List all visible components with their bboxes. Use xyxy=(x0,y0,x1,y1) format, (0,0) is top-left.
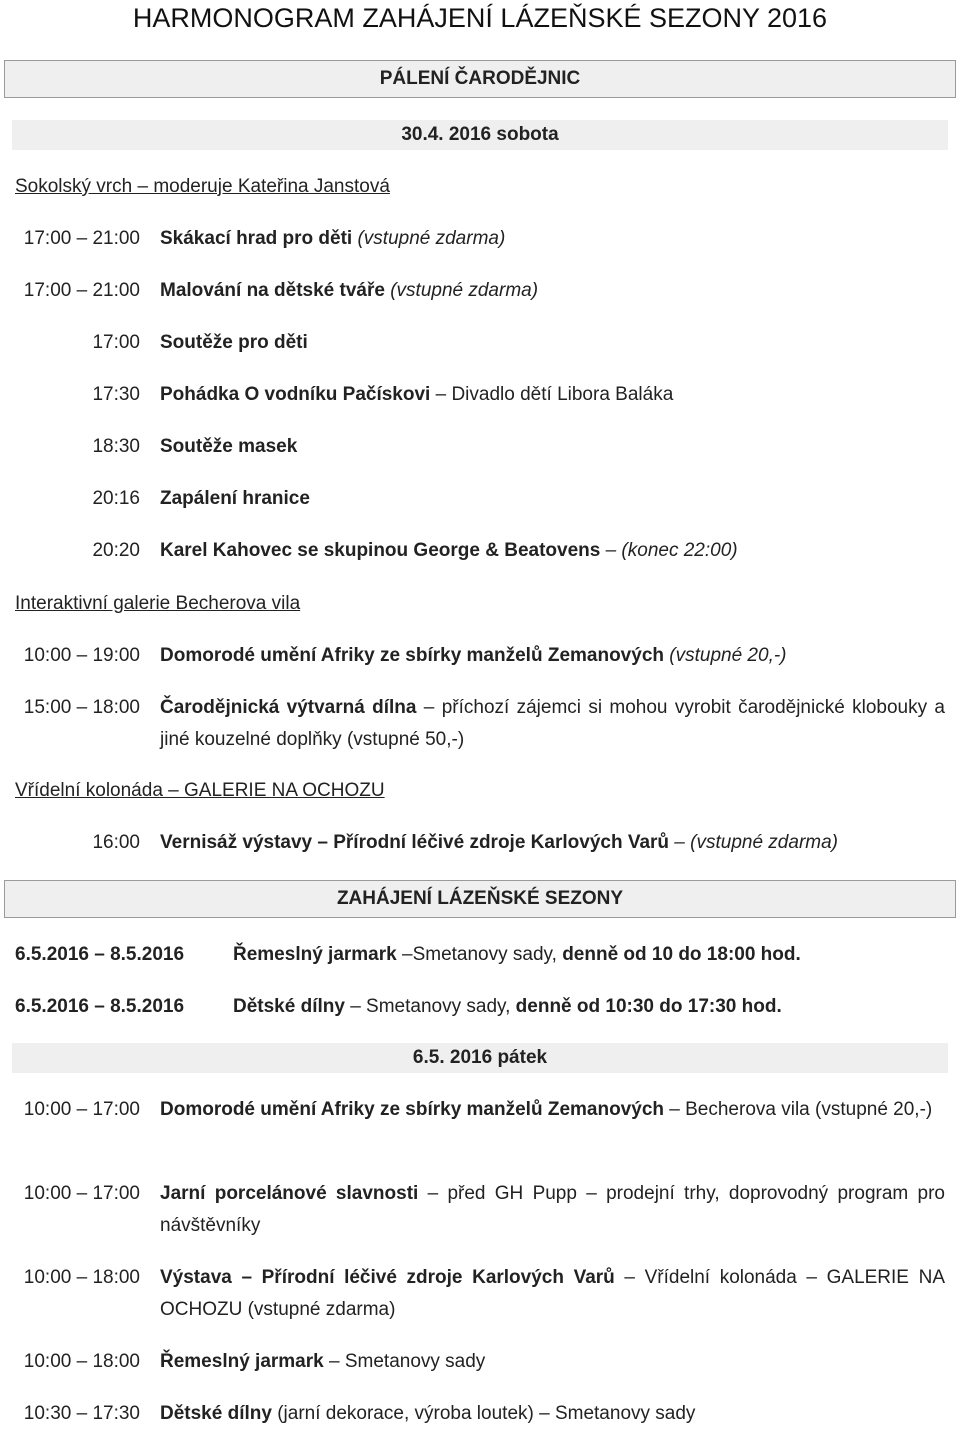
event-time: 17:30 xyxy=(92,384,140,405)
event-time: 17:00 xyxy=(92,332,140,353)
event-title: Dětské dílny xyxy=(160,1403,272,1424)
event-title: Domorodé umění Afriky ze sbírky manželů Zemanových xyxy=(160,1099,664,1120)
event-row xyxy=(15,827,945,887)
event-time: 10:30 – 17:30 xyxy=(23,1403,140,1424)
event-extra: – Divadlo dětí Libora Baláka xyxy=(430,384,674,405)
event-extra: (vstupné zdarma) xyxy=(384,280,539,301)
event-row xyxy=(15,223,945,283)
event-row xyxy=(15,327,945,387)
event-time: 10:00 – 17:00 xyxy=(23,1183,140,1204)
event-row xyxy=(15,535,945,595)
venue-sokolsky-vrch xyxy=(15,174,390,200)
event-extra: (jarní dekorace, výroba loutek) – Smetanovy sady xyxy=(271,1403,696,1424)
section-header-paleni: PÁLENÍ ČARODĚJNIC xyxy=(4,60,956,98)
event-title: Skákací hrad pro děti xyxy=(160,228,353,249)
event-extra: – Becherova vila (vstupné 20,-) xyxy=(664,1099,933,1120)
event-title: Řemeslný jarmark xyxy=(233,944,402,965)
event-time: 10:00 – 19:00 xyxy=(23,645,140,666)
event-extra: (vstupné zdarma) xyxy=(352,228,506,249)
event-time: 17:00 – 21:00 xyxy=(23,228,140,249)
event-row xyxy=(15,275,945,335)
event-extra: – Vřídelní kolonáda – GALERIE NA OCHOZU (vstupné zdarma) xyxy=(160,1267,945,1320)
event-time: 20:16 xyxy=(92,488,140,509)
event-row xyxy=(15,1398,945,1428)
page-title: HARMONOGRAM ZAHÁJENÍ LÁZEŇSKÉ SEZONY 2016 xyxy=(132,3,828,33)
venue-name: Sokolský vrch xyxy=(15,176,138,197)
event-dates: 6.5.2016 – 8.5.2016 xyxy=(15,996,185,1017)
event-time: 20:20 xyxy=(92,540,140,561)
event-row xyxy=(15,379,945,439)
venue-vridelni-kolonada: Vřídelní kolonáda – GALERIE NA OCHOZU xyxy=(15,780,385,801)
day-header-patek: 6.5. 2016 pátek xyxy=(12,1043,948,1073)
event-row xyxy=(15,1178,945,1244)
event-extra: (vstupné 20,-) xyxy=(664,645,787,666)
event-place: –Smetanovy sady, xyxy=(402,944,563,965)
event-time: 17:00 – 21:00 xyxy=(23,280,140,301)
event-title: Soutěže masek xyxy=(160,436,298,457)
event-extra: – před GH Pupp – prodejní trhy, doprovodný program pro návštěvníky xyxy=(160,1183,945,1236)
event-title: Dětské dílny xyxy=(233,996,345,1017)
event-time: 18:30 xyxy=(92,436,140,457)
event-row xyxy=(15,431,945,491)
event-title: Domorodé umění Afriky ze sbírky manželů Zemanových xyxy=(160,645,664,666)
event-row xyxy=(15,692,945,758)
event-extra: – příchozí zájemci si mohou vyrobit čarodějnické klobouky a jiné kouzelné doplňky (vstupné 50,-) xyxy=(160,697,945,750)
event-extra: – (konec 22:00) xyxy=(600,540,738,561)
event-title: Pohádka O vodníku Pačískovi xyxy=(160,384,431,405)
event-time: 10:00 – 18:00 xyxy=(23,1351,140,1372)
event-row xyxy=(15,1346,945,1406)
event-title: Soutěže pro děti xyxy=(160,332,308,353)
event-dates: 6.5.2016 – 8.5.2016 xyxy=(15,944,185,965)
event-title: Karel Kahovec se skupinou George & Beatovens xyxy=(160,540,601,561)
event-row xyxy=(15,1262,945,1328)
event-time: 16:00 xyxy=(92,832,140,853)
event-title: Jarní porcelánové slavnosti xyxy=(160,1183,419,1204)
day-header-sobota: 30.4. 2016 sobota xyxy=(12,120,948,150)
event-hours: denně od 10 do 18:00 hod. xyxy=(562,944,801,965)
event-time: 10:00 – 18:00 xyxy=(23,1267,140,1288)
venue-host: – moderuje Kateřina Janstová xyxy=(137,176,390,197)
event-row xyxy=(15,1094,945,1160)
event-hours: denně od 10:30 do 17:30 hod. xyxy=(515,996,782,1017)
event-time: 15:00 – 18:00 xyxy=(23,697,140,718)
event-title: Řemeslný jarmark xyxy=(160,1351,324,1372)
event-row xyxy=(15,640,945,700)
event-extra: – Smetanovy sady xyxy=(323,1351,486,1372)
event-title: Vernisáž výstavy – Přírodní léčivé zdroje Karlových Varů xyxy=(160,832,670,853)
event-extra: – (vstupné zdarma) xyxy=(669,832,838,853)
event-title: Výstava – Přírodní léčivé zdroje Karlových Varů xyxy=(160,1267,615,1288)
event-title: Zapálení hranice xyxy=(160,488,310,509)
event-row xyxy=(15,483,945,543)
event-time: 10:00 – 17:00 xyxy=(23,1099,140,1120)
event-title: Čarodějnická výtvarná dílna xyxy=(160,697,417,718)
section-header-zahajeni: ZAHÁJENÍ LÁZEŇSKÉ SEZONY xyxy=(4,880,956,918)
event-place: – Smetanovy sady, xyxy=(344,996,516,1017)
event-title: Malování na dětské tváře xyxy=(160,280,385,301)
venue-becherova-vila: Interaktivní galerie Becherova vila xyxy=(15,593,301,614)
